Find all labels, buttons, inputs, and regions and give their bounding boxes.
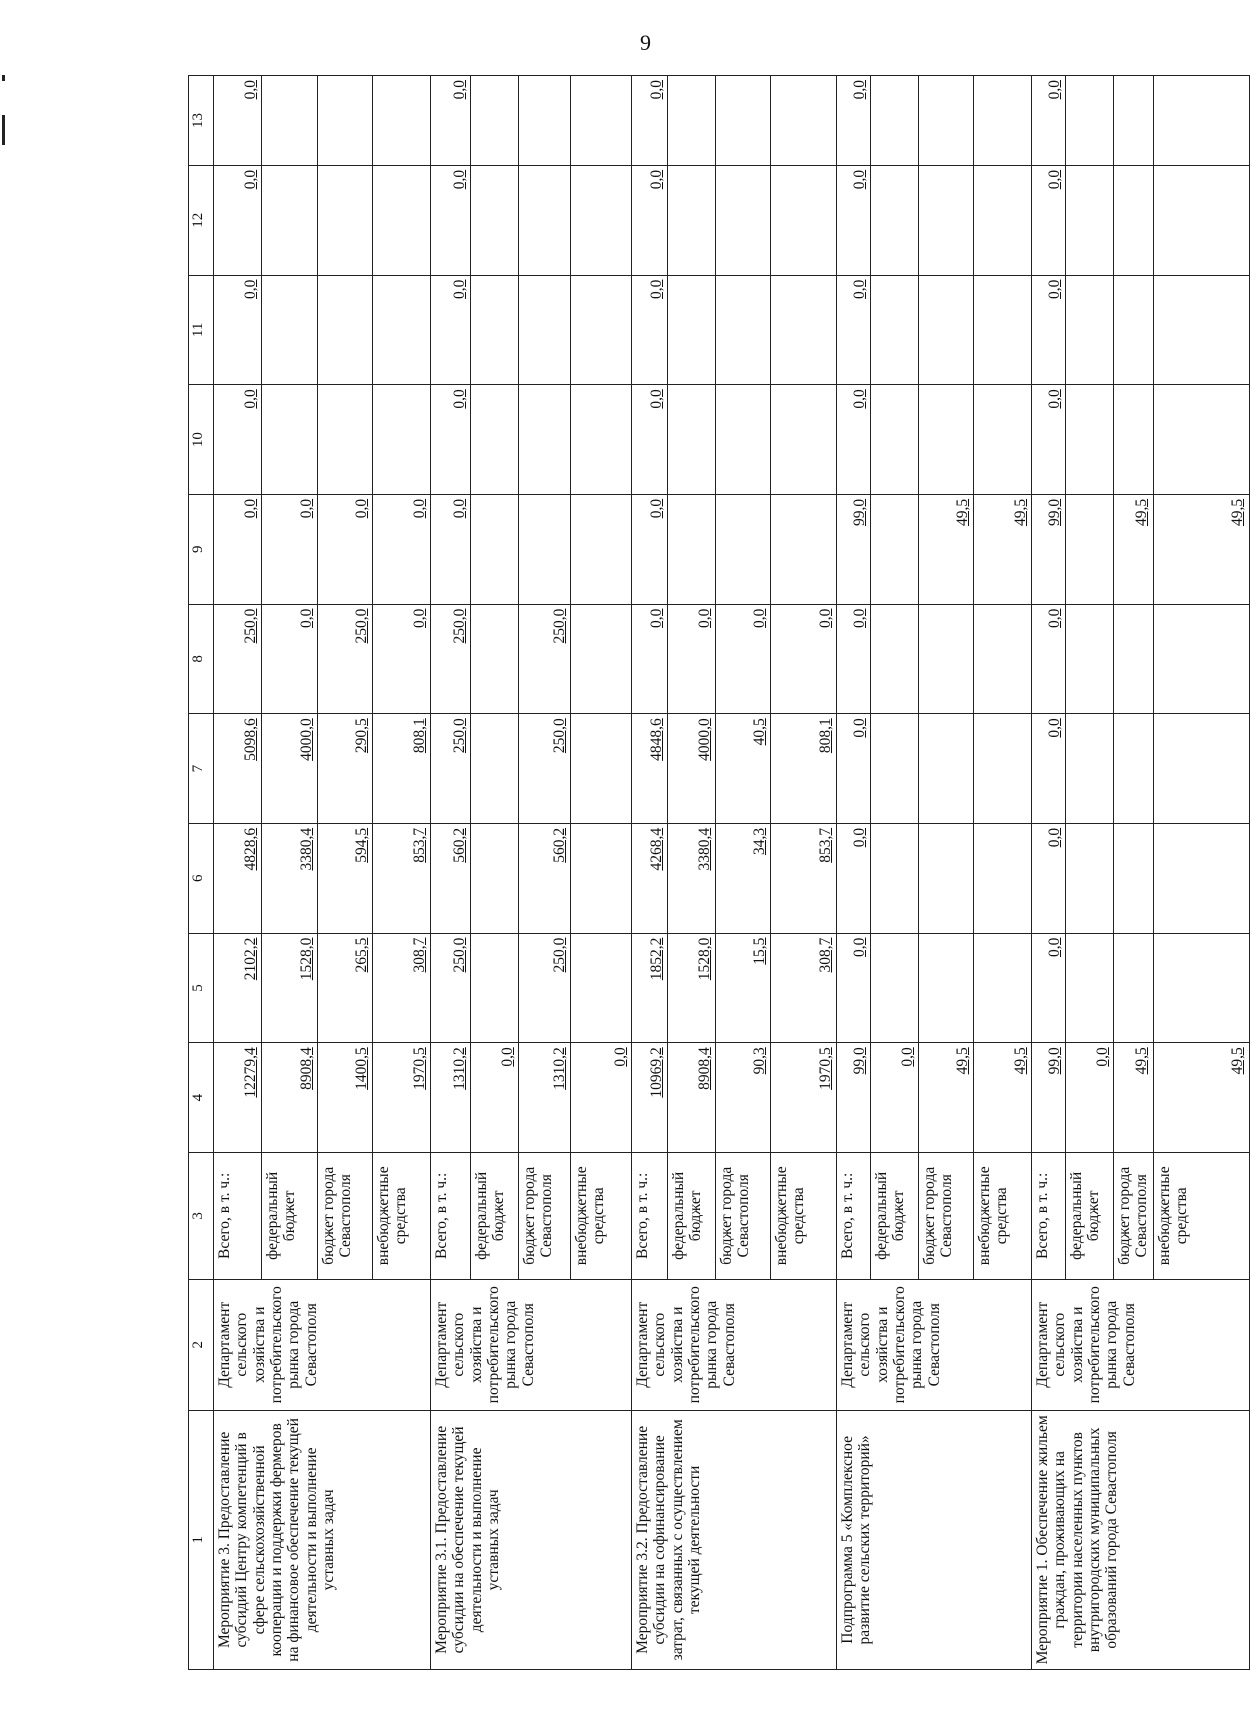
value-cell xyxy=(771,494,837,604)
value-cell xyxy=(571,933,632,1043)
value-cell xyxy=(716,385,771,495)
column-number-header: 10 xyxy=(189,385,214,495)
value-cell xyxy=(1114,604,1154,714)
value-cell xyxy=(871,275,919,385)
value-cell xyxy=(1066,604,1114,714)
value-cell xyxy=(1153,275,1249,385)
table-row xyxy=(632,76,668,1670)
value-cell: 0,0 xyxy=(1066,1043,1114,1153)
column-number-header: 5 xyxy=(189,933,214,1043)
value-cell xyxy=(1066,494,1114,604)
activity-name-cell: Мероприятие 3.1. Предоставление субсидии на обеспечение текущей деятельности и выполнение уставных задач xyxy=(431,1410,632,1669)
value-cell: 0,0 xyxy=(373,494,431,604)
value-cell xyxy=(262,385,318,495)
value-cell: 0,0 xyxy=(373,604,431,714)
funding-source-cell: федеральный бюджет xyxy=(471,1152,519,1279)
value-cell xyxy=(471,823,519,933)
value-cell xyxy=(318,165,373,275)
value-cell xyxy=(519,385,571,495)
value-cell: 2102,2 xyxy=(214,933,262,1043)
value-cell: 0,0 xyxy=(214,494,262,604)
value-cell: 308,7 xyxy=(373,933,431,1043)
value-cell: 99,0 xyxy=(837,1043,871,1153)
funding-source-cell: Всего, в т. ч.: xyxy=(837,1152,871,1279)
value-cell xyxy=(471,494,519,604)
value-cell xyxy=(919,275,974,385)
value-cell: 0,0 xyxy=(471,1043,519,1153)
value-cell: 12279,4 xyxy=(214,1043,262,1153)
value-cell: 853,7 xyxy=(771,823,837,933)
page-number: 9 xyxy=(640,30,651,55)
funding-source-cell: бюджет города Севастополя xyxy=(1114,1152,1154,1279)
value-cell: 0,0 xyxy=(431,275,471,385)
column-number-header: 1 xyxy=(189,1410,214,1669)
value-cell: 0,0 xyxy=(431,494,471,604)
value-cell xyxy=(871,165,919,275)
value-cell: 0,0 xyxy=(431,76,471,166)
value-cell xyxy=(1114,165,1154,275)
value-cell: 0,0 xyxy=(716,604,771,714)
value-cell: 40,5 xyxy=(716,714,771,824)
value-cell xyxy=(519,76,571,166)
value-cell: 0,0 xyxy=(431,385,471,495)
value-cell: 0,0 xyxy=(214,165,262,275)
value-cell: 90,3 xyxy=(716,1043,771,1153)
value-cell xyxy=(373,275,431,385)
value-cell: 0,0 xyxy=(1032,165,1066,275)
value-cell xyxy=(919,385,974,495)
value-cell: 49,5 xyxy=(1114,494,1154,604)
value-cell xyxy=(1066,823,1114,933)
funding-source-cell: федеральный бюджет xyxy=(262,1152,318,1279)
responsible-cell: Департамент сельского хозяйства и потребительского рынка города Севастополя xyxy=(214,1279,431,1410)
value-cell: 0,0 xyxy=(632,494,668,604)
value-cell: 0,0 xyxy=(871,1043,919,1153)
margin-mark xyxy=(2,75,5,81)
activity-name-cell: Мероприятие 1. Обеспечение жильем граждан, проживающих на территории населенных пунктов внутригородских муниципальных образований города Севастополя xyxy=(1032,1410,1250,1669)
value-cell: 808,1 xyxy=(373,714,431,824)
value-cell: 8908,4 xyxy=(262,1043,318,1153)
value-cell xyxy=(1114,933,1154,1043)
value-cell xyxy=(668,494,716,604)
responsible-cell: Департамент сельского хозяйства и потребительского рынка города Севастополя xyxy=(431,1279,632,1410)
column-number-header: 2 xyxy=(189,1279,214,1410)
value-cell xyxy=(373,165,431,275)
value-cell: 1970,5 xyxy=(771,1043,837,1153)
value-cell: 250,0 xyxy=(519,933,571,1043)
value-cell xyxy=(919,933,974,1043)
value-cell: 0,0 xyxy=(214,76,262,166)
value-cell: 3380,4 xyxy=(262,823,318,933)
value-cell xyxy=(571,714,632,824)
value-cell xyxy=(1114,714,1154,824)
column-number-header: 7 xyxy=(189,714,214,824)
value-cell: 10969,2 xyxy=(632,1043,668,1153)
value-cell: 4848,6 xyxy=(632,714,668,824)
value-cell xyxy=(871,823,919,933)
funding-source-cell: бюджет города Севастополя xyxy=(318,1152,373,1279)
value-cell: 560,2 xyxy=(431,823,471,933)
funding-source-cell: внебюджетные средства xyxy=(771,1152,837,1279)
value-cell xyxy=(919,823,974,933)
value-cell: 0,0 xyxy=(214,385,262,495)
column-number-header: 8 xyxy=(189,604,214,714)
value-cell xyxy=(1066,165,1114,275)
column-number-header: 4 xyxy=(189,1043,214,1153)
funding-source-cell: федеральный бюджет xyxy=(668,1152,716,1279)
value-cell: 0,0 xyxy=(837,275,871,385)
value-cell: 1970,5 xyxy=(373,1043,431,1153)
value-cell: 250,0 xyxy=(431,604,471,714)
value-cell: 0,0 xyxy=(1032,823,1066,933)
funding-source-cell: Всего, в т. ч.: xyxy=(431,1152,471,1279)
value-cell xyxy=(974,823,1032,933)
value-cell xyxy=(771,76,837,166)
value-cell xyxy=(871,714,919,824)
value-cell xyxy=(771,385,837,495)
funding-source-cell: внебюджетные средства xyxy=(373,1152,431,1279)
value-cell: 0,0 xyxy=(837,714,871,824)
value-cell: 594,5 xyxy=(318,823,373,933)
value-cell: 99,0 xyxy=(837,494,871,604)
value-cell: 0,0 xyxy=(1032,275,1066,385)
funding-source-cell: бюджет города Севастополя xyxy=(519,1152,571,1279)
funding-source-cell: внебюджетные средства xyxy=(1153,1152,1249,1279)
value-cell xyxy=(919,165,974,275)
value-cell xyxy=(974,604,1032,714)
responsible-cell: Департамент сельского хозяйства и потребительского рынка города Севастополя xyxy=(1032,1279,1250,1410)
value-cell: 0,0 xyxy=(262,494,318,604)
responsible-cell: Департамент сельского хозяйства и потребительского рынка города Севастополя xyxy=(632,1279,837,1410)
value-cell xyxy=(1153,823,1249,933)
value-cell xyxy=(974,385,1032,495)
value-cell xyxy=(1114,275,1154,385)
value-cell xyxy=(373,385,431,495)
value-cell xyxy=(871,933,919,1043)
column-number-header: 6 xyxy=(189,823,214,933)
value-cell: 99,0 xyxy=(1032,494,1066,604)
value-cell: 0,0 xyxy=(1032,714,1066,824)
value-cell: 808,1 xyxy=(771,714,837,824)
value-cell: 49,5 xyxy=(974,1043,1032,1153)
value-cell: 1310,2 xyxy=(431,1043,471,1153)
funding-source-cell: внебюджетные средства xyxy=(974,1152,1032,1279)
value-cell xyxy=(1114,385,1154,495)
value-cell: 0,0 xyxy=(632,165,668,275)
value-cell: 0,0 xyxy=(632,385,668,495)
value-cell: 250,0 xyxy=(431,933,471,1043)
value-cell xyxy=(668,385,716,495)
value-cell xyxy=(471,76,519,166)
value-cell xyxy=(571,494,632,604)
value-cell: 3380,4 xyxy=(668,823,716,933)
value-cell xyxy=(1114,76,1154,166)
value-cell: 0,0 xyxy=(1032,385,1066,495)
value-cell: 853,7 xyxy=(373,823,431,933)
value-cell: 0,0 xyxy=(837,933,871,1043)
value-cell: 0,0 xyxy=(837,165,871,275)
value-cell: 0,0 xyxy=(214,275,262,385)
value-cell xyxy=(571,823,632,933)
funding-source-cell: Всего, в т. ч.: xyxy=(214,1152,262,1279)
value-cell xyxy=(668,275,716,385)
table-row xyxy=(837,76,871,1670)
funding-source-cell: внебюджетные средства xyxy=(571,1152,632,1279)
value-cell xyxy=(471,604,519,714)
value-cell: 0,0 xyxy=(837,385,871,495)
value-cell: 308,7 xyxy=(771,933,837,1043)
value-cell: 4000,0 xyxy=(262,714,318,824)
value-cell xyxy=(318,275,373,385)
value-cell xyxy=(519,165,571,275)
table-row xyxy=(431,76,471,1670)
value-cell: 0,0 xyxy=(262,604,318,714)
table-row xyxy=(1032,76,1066,1670)
value-cell xyxy=(471,714,519,824)
value-cell: 0,0 xyxy=(431,165,471,275)
value-cell xyxy=(471,165,519,275)
value-cell xyxy=(1066,714,1114,824)
value-cell xyxy=(471,933,519,1043)
value-cell: 0,0 xyxy=(571,1043,632,1153)
value-cell: 265,5 xyxy=(318,933,373,1043)
value-cell xyxy=(771,165,837,275)
value-cell: 0,0 xyxy=(771,604,837,714)
funding-source-cell: Всего, в т. ч.: xyxy=(1032,1152,1066,1279)
margin-mark xyxy=(2,115,5,145)
value-cell xyxy=(974,933,1032,1043)
value-cell: 0,0 xyxy=(632,604,668,714)
value-cell xyxy=(1153,714,1249,824)
value-cell xyxy=(519,275,571,385)
value-cell xyxy=(716,275,771,385)
value-cell xyxy=(1153,385,1249,495)
value-cell xyxy=(871,604,919,714)
value-cell xyxy=(571,275,632,385)
value-cell: 250,0 xyxy=(214,604,262,714)
funding-source-cell: федеральный бюджет xyxy=(1066,1152,1114,1279)
value-cell: 0,0 xyxy=(668,604,716,714)
value-cell: 8908,4 xyxy=(668,1043,716,1153)
value-cell: 1528,0 xyxy=(668,933,716,1043)
value-cell xyxy=(262,76,318,166)
value-cell: 0,0 xyxy=(318,494,373,604)
value-cell xyxy=(1114,823,1154,933)
value-cell: 0,0 xyxy=(837,76,871,166)
value-cell: 4828,6 xyxy=(214,823,262,933)
value-cell xyxy=(974,76,1032,166)
activity-name-cell: Мероприятие 3.2. Предоставление субсидии на софинансирование затрат, связанных с осуществлением текущей деятельности xyxy=(632,1410,837,1669)
value-cell xyxy=(373,76,431,166)
value-cell: 1852,2 xyxy=(632,933,668,1043)
value-cell: 49,5 xyxy=(1153,494,1249,604)
value-cell xyxy=(262,165,318,275)
value-cell xyxy=(318,385,373,495)
funding-source-cell: бюджет города Севастополя xyxy=(716,1152,771,1279)
funding-source-cell: федеральный бюджет xyxy=(871,1152,919,1279)
value-cell xyxy=(1066,933,1114,1043)
value-cell: 49,5 xyxy=(919,1043,974,1153)
value-cell xyxy=(974,714,1032,824)
value-cell: 290,5 xyxy=(318,714,373,824)
funding-source-cell: бюджет города Севастополя xyxy=(919,1152,974,1279)
value-cell: 0,0 xyxy=(1032,933,1066,1043)
value-cell xyxy=(1153,604,1249,714)
value-cell xyxy=(318,76,373,166)
value-cell xyxy=(1153,76,1249,166)
value-cell: 1310,2 xyxy=(519,1043,571,1153)
value-cell: 1400,5 xyxy=(318,1043,373,1153)
value-cell xyxy=(871,385,919,495)
value-cell xyxy=(871,76,919,166)
value-cell xyxy=(571,385,632,495)
value-cell xyxy=(1153,165,1249,275)
column-number-header: 13 xyxy=(189,76,214,166)
value-cell: 0,0 xyxy=(632,275,668,385)
activity-name-cell: Подпрограмма 5 «Комплексное развитие сельских территорий» xyxy=(837,1410,1032,1669)
value-cell: 250,0 xyxy=(519,714,571,824)
value-cell: 0,0 xyxy=(837,823,871,933)
value-cell: 49,5 xyxy=(1114,1043,1154,1153)
value-cell xyxy=(519,494,571,604)
rotated-table-wrapper xyxy=(188,75,1247,1670)
value-cell xyxy=(262,275,318,385)
value-cell: 49,5 xyxy=(974,494,1032,604)
activity-name-cell: Мероприятие 3. Предоставление субсидий Центру компетенций в сфере сельскохозяйственной кооперации и поддержки фермеров на финансовое обеспечение текущей деятельности и выполнение уставных задач xyxy=(214,1410,431,1669)
value-cell: 250,0 xyxy=(519,604,571,714)
budget-table xyxy=(188,75,1250,1670)
value-cell xyxy=(1066,385,1114,495)
funding-source-cell: Всего, в т. ч.: xyxy=(632,1152,668,1279)
responsible-cell: Департамент сельского хозяйства и потребительского рынка города Севастополя xyxy=(837,1279,1032,1410)
value-cell: 99,0 xyxy=(1032,1043,1066,1153)
value-cell xyxy=(668,76,716,166)
value-cell: 250,0 xyxy=(318,604,373,714)
value-cell xyxy=(974,165,1032,275)
header-row xyxy=(189,76,214,1670)
value-cell: 0,0 xyxy=(632,76,668,166)
value-cell: 0,0 xyxy=(837,604,871,714)
column-number-header: 9 xyxy=(189,494,214,604)
value-cell: 4268,4 xyxy=(632,823,668,933)
value-cell xyxy=(919,604,974,714)
value-cell xyxy=(716,76,771,166)
value-cell xyxy=(571,76,632,166)
value-cell: 250,0 xyxy=(431,714,471,824)
table-row xyxy=(214,76,262,1670)
value-cell: 15,5 xyxy=(716,933,771,1043)
value-cell xyxy=(1153,933,1249,1043)
value-cell xyxy=(471,275,519,385)
value-cell: 34,3 xyxy=(716,823,771,933)
value-cell xyxy=(668,165,716,275)
value-cell xyxy=(871,494,919,604)
value-cell xyxy=(1066,76,1114,166)
value-cell: 49,5 xyxy=(919,494,974,604)
value-cell: 49,5 xyxy=(1153,1043,1249,1153)
value-cell xyxy=(716,165,771,275)
value-cell: 5098,6 xyxy=(214,714,262,824)
value-cell: 1528,0 xyxy=(262,933,318,1043)
value-cell xyxy=(771,275,837,385)
value-cell xyxy=(571,604,632,714)
column-number-header: 11 xyxy=(189,275,214,385)
value-cell xyxy=(471,385,519,495)
value-cell xyxy=(919,714,974,824)
value-cell: 0,0 xyxy=(1032,604,1066,714)
value-cell: 0,0 xyxy=(1032,76,1066,166)
column-number-header: 3 xyxy=(189,1152,214,1279)
value-cell: 4000,0 xyxy=(668,714,716,824)
column-number-header: 12 xyxy=(189,165,214,275)
value-cell xyxy=(974,275,1032,385)
value-cell xyxy=(1066,275,1114,385)
value-cell: 560,2 xyxy=(519,823,571,933)
value-cell xyxy=(571,165,632,275)
value-cell xyxy=(919,76,974,166)
value-cell xyxy=(716,494,771,604)
